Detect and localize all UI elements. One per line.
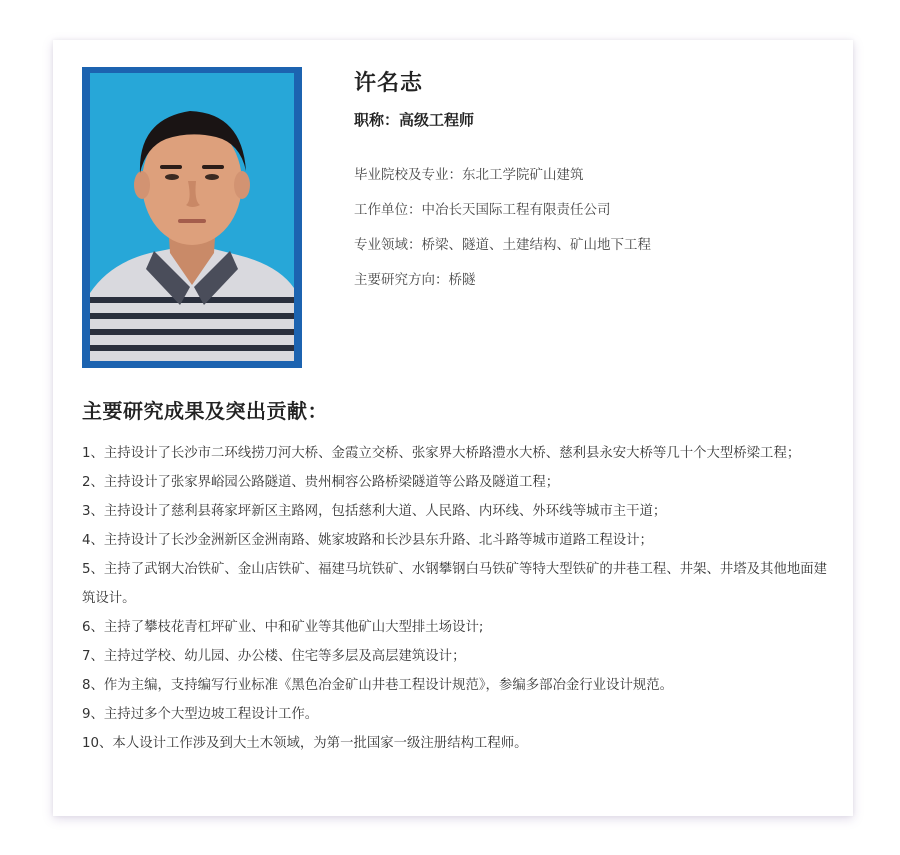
achievement-item: 3、主持设计了慈利县蒋家坪新区主路网，包括慈利大道、人民路、内环线、外环线等城市主干道；	[82, 504, 667, 519]
portrait-photo-frame	[82, 67, 302, 368]
achievement-item: 2、主持设计了张家界峪园公路隧道、贵州桐容公路桥梁隧道等公路及隧道工程；	[82, 475, 560, 490]
profile-info-list	[354, 165, 651, 305]
achievements-list	[82, 439, 827, 758]
profile-card	[53, 40, 853, 816]
professional-title: 职称：高级工程师	[354, 111, 475, 129]
info-education: 毕业院校及专业：东北工学院矿山建筑	[354, 167, 584, 183]
portrait-photo	[90, 73, 294, 361]
achievement-item: 7、主持过学校、幼儿园、办公楼、住宅等多层及高层建筑设计；	[82, 649, 466, 664]
achievement-item: 10、本人设计工作涉及到大土木领域，为第一批国家一级注册结构工程师。	[82, 736, 528, 751]
achievement-item: 1、主持设计了长沙市二环线捞刀河大桥、金霞立交桥、张家界大桥路澧水大桥、慈利县永安大桥等几十个大型桥梁工程；	[82, 446, 801, 461]
info-employer: 工作单位：中冶长天国际工程有限责任公司	[354, 202, 611, 218]
achievement-item: 9、主持过多个大型边坡工程设计工作。	[82, 707, 319, 722]
achievement-item: 6、主持了攀枝花青杠坪矿业、中和矿业等其他矿山大型排土场设计;	[82, 620, 484, 635]
achievement-item: 4、主持设计了长沙金洲新区金洲南路、姚家坡路和长沙县东升路、北斗路等城市道路工程设计；	[82, 533, 653, 548]
achievement-item: 8、作为主编，支持编写行业标准《黑色冶金矿山井巷工程设计规范》，参编多部冶金行业设计规范。	[82, 678, 674, 693]
achievements-heading: 主要研究成果及突出贡献：	[82, 399, 328, 423]
info-field: 专业领域：桥梁、隧道、土建结构、矿山地下工程	[354, 237, 651, 253]
info-research-direction: 主要研究方向：桥隧	[354, 272, 476, 288]
achievement-item: 5、主持了武钢大冶铁矿、金山店铁矿、福建马坑铁矿、水钢攀钢白马铁矿等特大型铁矿的井巷工程、井架、井塔及其他地面建筑设计。	[82, 562, 827, 606]
person-name: 许名志	[354, 71, 424, 96]
